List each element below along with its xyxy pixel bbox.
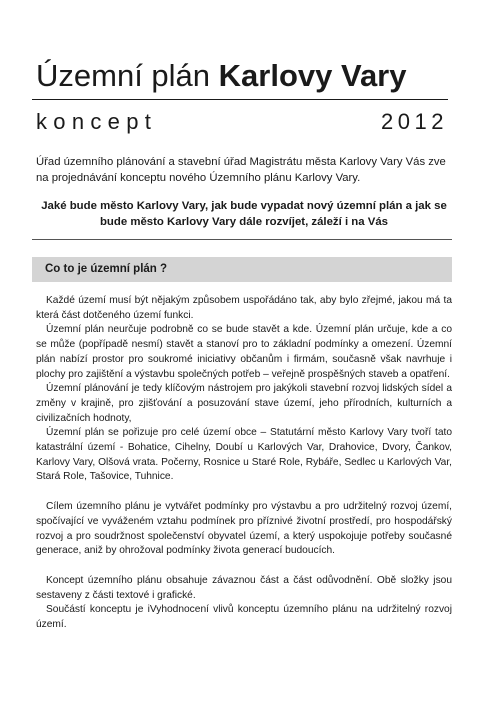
headline-bold: Jaké bude město Karlovy Vary, jak bude vypadat nový územní plán a jak se bude město Karlovy Vary dále rozvíjet, záleží i na Vás — [41, 200, 447, 228]
paragraph: Koncept územního plánu obsahuje závaznou část a část odůvodnění. Obě složky jsou sestaveny z části textové i grafické. — [36, 574, 452, 601]
section-heading-bar — [32, 257, 452, 282]
title-prefix: Územní plán — [36, 58, 219, 93]
paragraph: Územní plán neurčuje podrobně co se bude stavět a kde. Územní plán určuje, kde a co se může (popřípadě nesmí) stavět a stanoví pro to základní podmínky a omezení. Územní plán nabízí prostor pro soukromé iniciativy občanům i firmám, současně však navrhuje i plochy pro zajištění a výstavbu společných potřeb – veřejně prospěšných staveb a opatření. — [36, 324, 452, 380]
section-divider — [32, 239, 452, 240]
paragraph: Územní plán se pořizuje pro celé území obce – Statutární město Karlovy Vary tvoří tato katastrální území - Bohatice, Cihelny, Doubí u Karlových Var, Drahovice, Dvory, Čankov, Karlovy Vary, Olšová vrata. Počerny, Rosnice u Staré Role, Rybáře, Sedlec u Karlových Var, Stará Role, Tašovice, Tuhnice. — [36, 427, 452, 483]
section-heading: Co to je územní plán ? — [45, 263, 168, 275]
subtitle-koncept: koncept — [36, 109, 158, 134]
body-text — [36, 294, 452, 633]
paragraph: Součástí konceptu je iVyhodnocení vlivů konceptu územního plánu na udržitelný rozvoj území. — [36, 604, 452, 631]
title-city: Karlovy Vary — [218, 58, 407, 93]
title-underline — [32, 99, 448, 100]
paragraph: Cílem územního plánu je vytvářet podmínky pro výstavbu a pro udržitelný rozvoj území, spočívající ve vyváženém vztahu podmínek pro příznivé životní prostředí, pro hospodářský rozvoj a pro soudržnost společenství obyvatel území, a který uspokojuje potřeby současné generace, aniž by ohrožoval podmínky života generací budoucích. — [36, 501, 452, 557]
subtitle-year: 2012 — [381, 109, 448, 134]
subtitle-row — [36, 107, 448, 137]
paragraph: Každé území musí být nějakým způsobem uspořádáno tak, aby bylo zřejmé, jakou má ta která část dotčeného území funkci. — [36, 295, 452, 321]
page-title — [36, 58, 464, 94]
intro-paragraph: Úřad územního plánování a stavební úřad Magistrátu města Karlovy Vary Vás zve na projednávání konceptu nového Územního plánu Karlovy Vary. — [36, 156, 446, 184]
paragraph: Územní plánování je tedy klíčovým nástrojem pro jakýkoli stavební rozvoj lidských sídel a změny v krajině, pro zjišťování a posuzování stave území, jeho přírodních, kulturních a civilizačních hodnoty, — [36, 383, 452, 424]
